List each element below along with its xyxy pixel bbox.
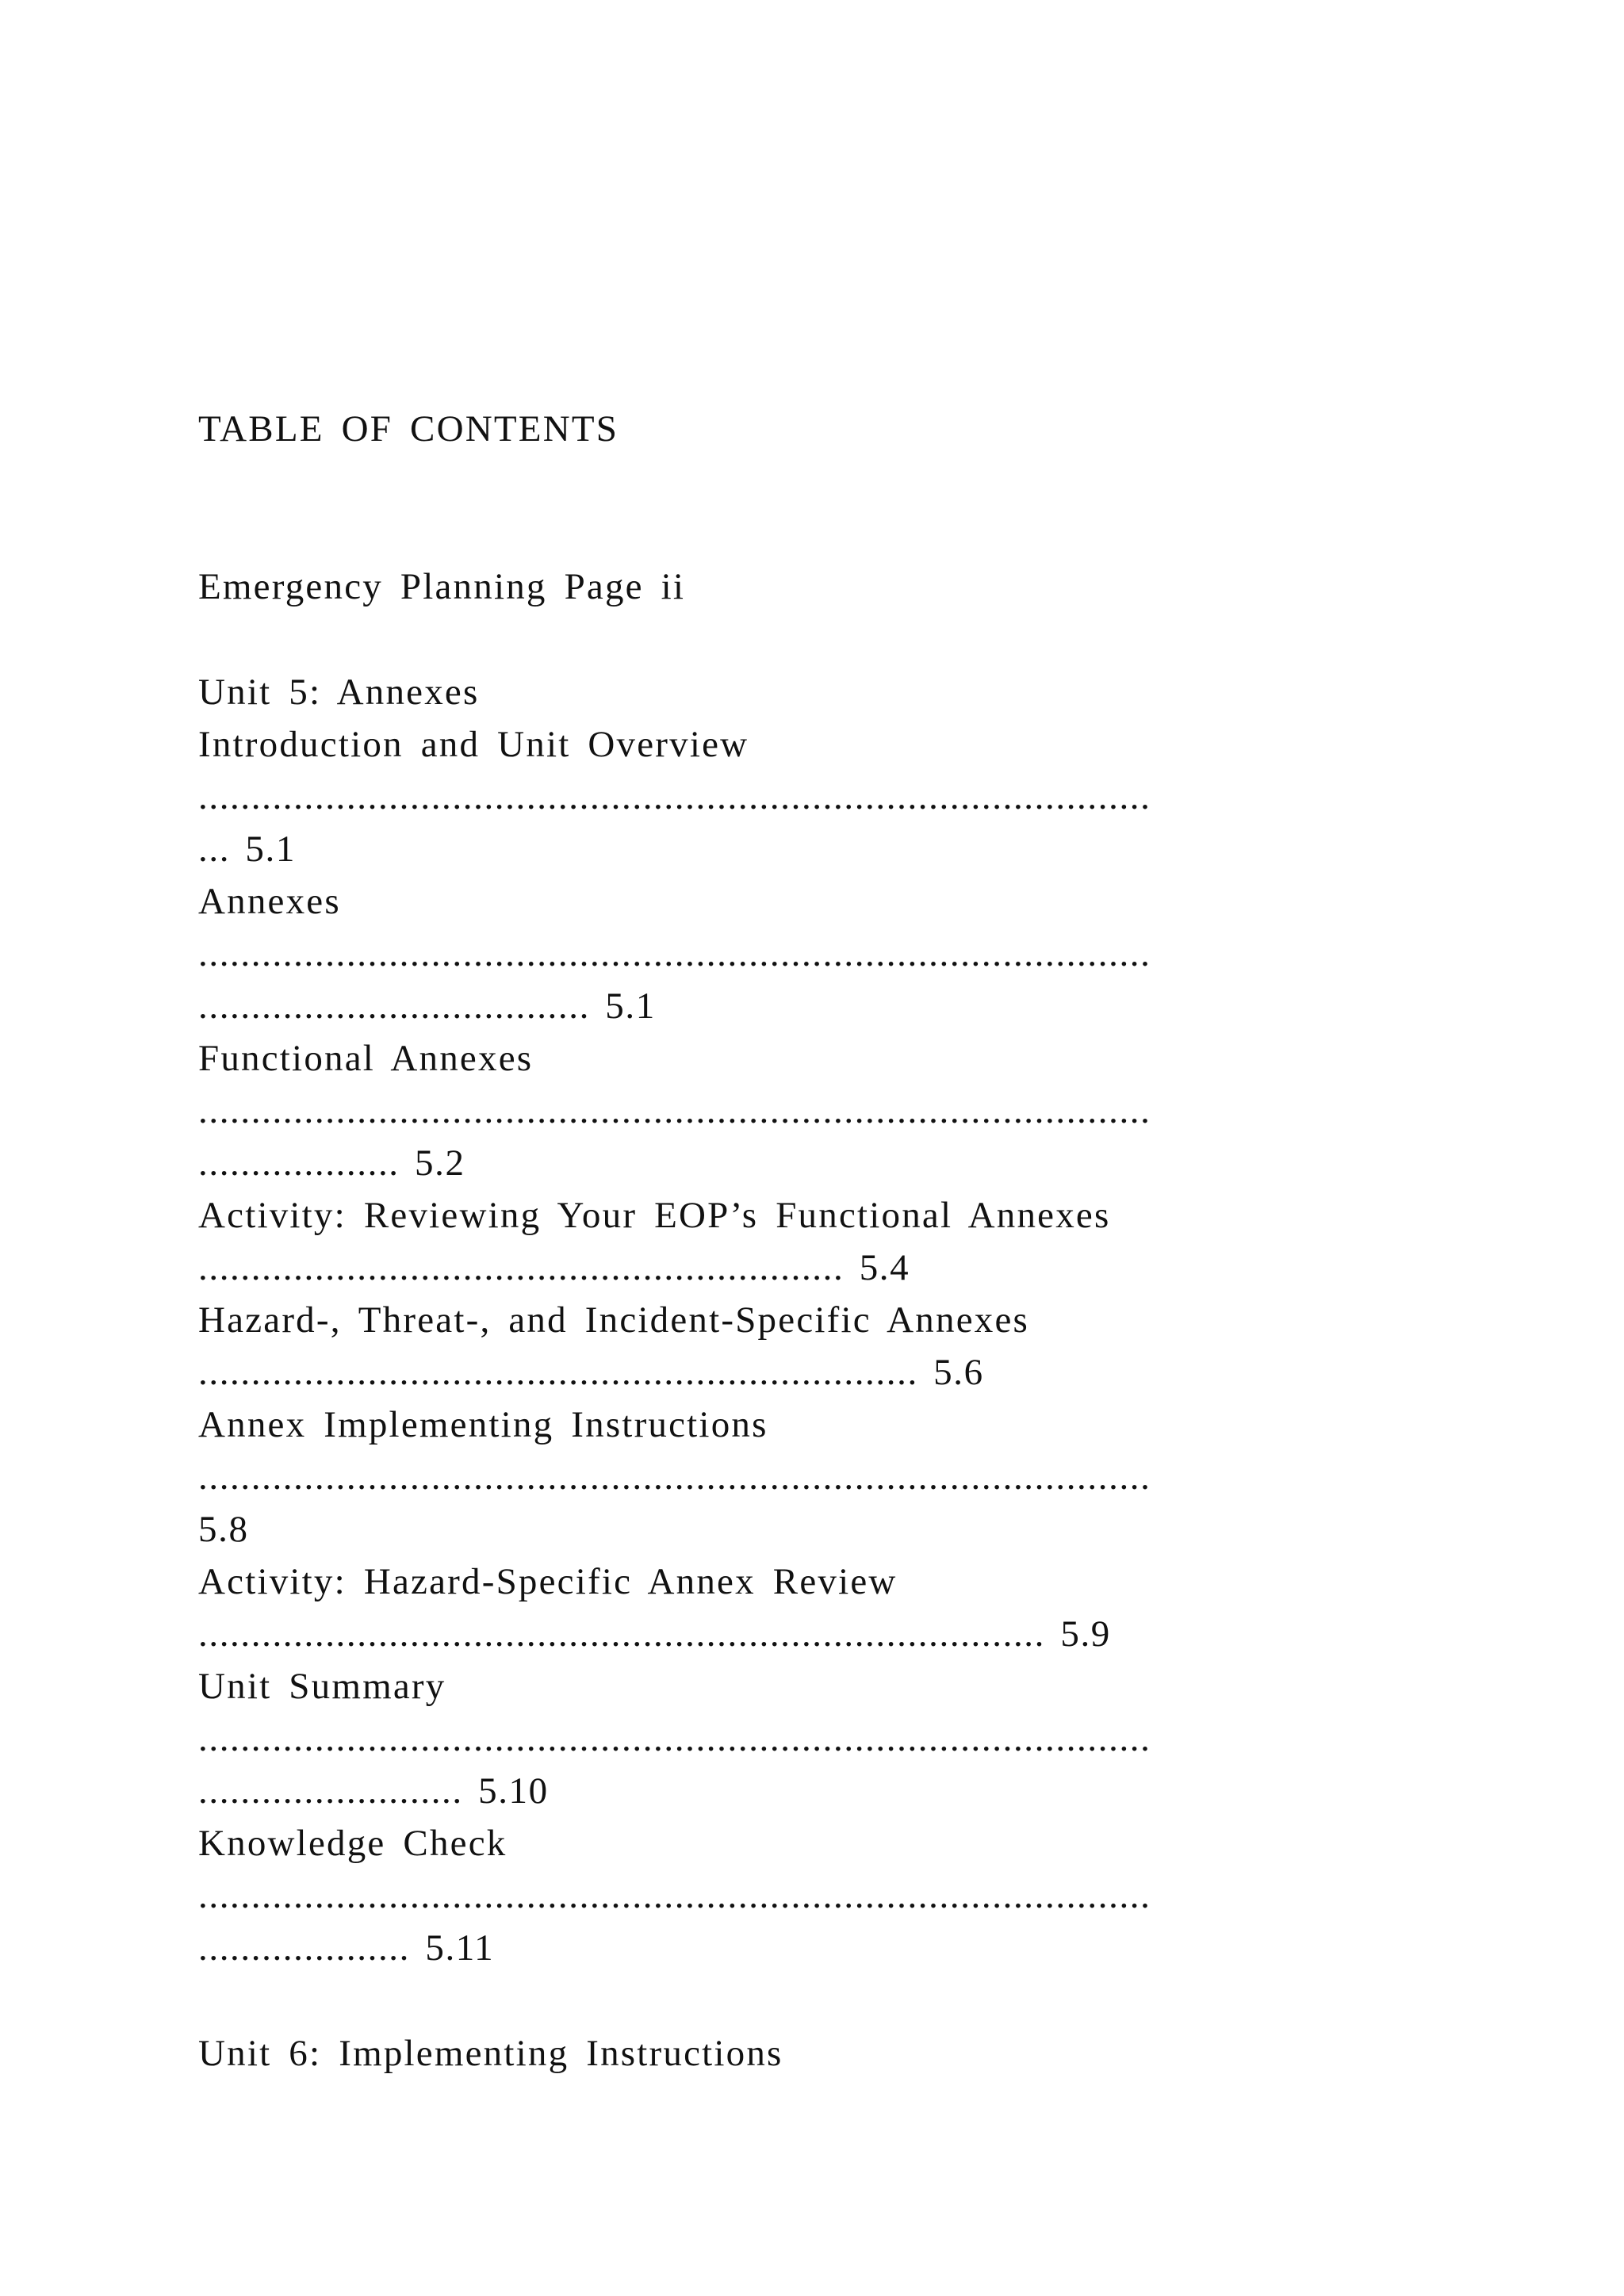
- toc-leader: ..........................................................................................: [198, 1718, 1151, 1759]
- toc-leader: ..........................................................................................: [198, 1875, 1151, 1916]
- toc-leader: ..........................................................................................: [198, 776, 1151, 817]
- toc-leader-page[interactable]: ......................... 5.10: [198, 1770, 549, 1812]
- toc-leader-page[interactable]: ................................................................................ 5.9: [198, 1613, 1111, 1655]
- toc-entry-title[interactable]: Activity: Reviewing Your EOP’s Functional Annexes: [198, 1195, 1111, 1236]
- toc-leader-page[interactable]: ..................................... 5.1: [198, 985, 656, 1027]
- toc-entry-title[interactable]: Knowledge Check: [198, 1823, 508, 1864]
- toc-entry-title[interactable]: Unit Summary: [198, 1666, 446, 1707]
- toc-entry-title[interactable]: Activity: Hazard-Specific Annex Review: [198, 1561, 898, 1602]
- toc-leader-page[interactable]: .................... 5.11: [198, 1927, 495, 1969]
- page-title: TABLE OF CONTENTS: [198, 408, 619, 450]
- toc-entry-title[interactable]: Functional Annexes: [198, 1038, 534, 1079]
- unit-heading: Unit 5: Annexes: [198, 672, 480, 713]
- toc-entry-title[interactable]: Hazard-, Threat-, and Incident-Specific Annexes: [198, 1299, 1030, 1341]
- running-header: Emergency Planning Page ii: [198, 566, 686, 607]
- toc-entry-title[interactable]: Introduction and Unit Overview: [198, 724, 749, 765]
- unit-heading: Unit 6: Implementing Instructions: [198, 2033, 783, 2074]
- toc-leader-page[interactable]: ... 5.1: [198, 828, 296, 870]
- toc-entry-title[interactable]: Annexes: [198, 881, 341, 922]
- toc-leader-page[interactable]: 5.8: [198, 1509, 249, 1550]
- toc-entry-title[interactable]: Annex Implementing Instructions: [198, 1404, 768, 1445]
- toc-leader-page[interactable]: ................... 5.2: [198, 1142, 465, 1184]
- toc-leader: ..........................................................................................: [198, 1456, 1151, 1498]
- toc-leader-page[interactable]: ............................................................. 5.4: [198, 1247, 910, 1288]
- toc-leader-page[interactable]: .................................................................... 5.6: [198, 1352, 984, 1393]
- toc-leader: ..........................................................................................: [198, 1090, 1151, 1131]
- toc-leader: ..........................................................................................: [198, 933, 1151, 974]
